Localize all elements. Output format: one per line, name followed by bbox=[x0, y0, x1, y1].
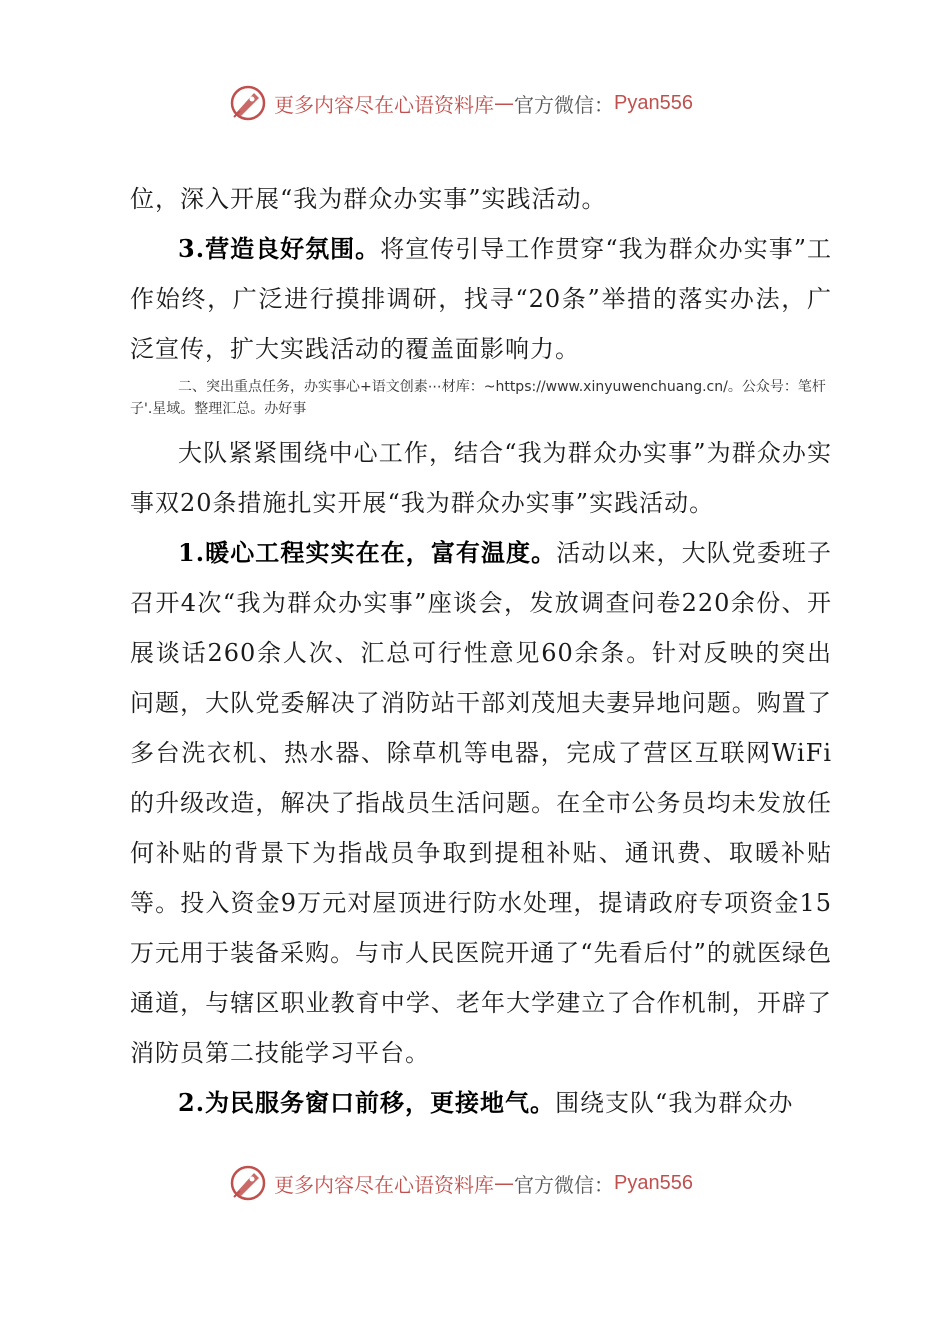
paragraph-2-text: 将宣传引导工作贯穿“我为群众办实事”工作始终，广泛进行摸排调研，找寻“20条”举措的落实办法，广泛宣传，扩大实践活动的覆盖面影响力。 bbox=[130, 235, 832, 363]
paragraph-1: 位，深入开展“我为群众办实事”实践活动。 bbox=[130, 185, 607, 213]
paragraph-2-heading: 3.营造良好氛围。 bbox=[178, 234, 381, 263]
paragraph-5-text: 围绕支队“我为群众办 bbox=[555, 1089, 794, 1117]
paragraph-5 bbox=[130, 1078, 832, 1128]
banner-site-name: 更多内容尽在心语资料库 bbox=[274, 1172, 494, 1197]
paragraph-3: 大队紧紧围绕中心工作，结合“我为群众办实事”为群众办实事双20条措施扎实开展“我为群众办实事”实践活动。 bbox=[130, 439, 832, 517]
section-heading-small: 二、突出重点任务，办实事心+语文创素⋯材库：~https://www.xinyuwenchuang.cn/。公众号：笔杆子'.星域。整理汇总。办好事 bbox=[130, 379, 826, 417]
document-body bbox=[130, 174, 832, 1128]
paragraph-5-heading: 2.为民服务窗口前移，更接地气。 bbox=[178, 1088, 556, 1117]
banner-wechat-id: Pyan556 bbox=[614, 91, 693, 114]
paragraph-4-heading: 1.暖心工程实实在在，富有温度。 bbox=[178, 538, 557, 567]
paragraph-2 bbox=[130, 224, 832, 374]
banner-wechat-label: 官方微信： bbox=[514, 1172, 614, 1197]
header-watermark-banner bbox=[228, 80, 693, 126]
banner-wechat-id: Pyan556 bbox=[614, 1171, 693, 1194]
pen-nib-logo-icon bbox=[228, 83, 268, 123]
paragraph-4 bbox=[130, 528, 832, 1078]
banner-dash: — bbox=[494, 1171, 514, 1195]
pen-nib-logo-icon bbox=[228, 1163, 268, 1203]
paragraph-4-text: 活动以来，大队党委班子召开4次“我为群众办实事”座谈会，发放调查问卷220余份、开展谈话260余人次、汇总可行性意见60余条。针对反映的突出问题，大队党委解决了消防站干部刘茂旭夫妻异地问题。购置了多台洗衣机、热水器、除草机等电器，完成了营区互联网WiFi的升级改造，解决了指战员生活问题。在全市公务员均未发放任何补贴的背景下为指战员争取到提租补贴、通讯费、取暖补贴等。投入资金9万元对屋顶进行防水处理，提请政府专项资金15万元用于装备采购。与市人民医院开通了“先看后付”的就医绿色通道，与辖区职业教育中学、老年大学建立了合作机制，开辟了消防员第二技能学习平台。 bbox=[130, 539, 832, 1067]
footer-watermark-banner bbox=[228, 1160, 693, 1206]
banner-site-name: 更多内容尽在心语资料库 bbox=[274, 92, 494, 117]
banner-dash: — bbox=[494, 91, 514, 115]
banner-wechat-label: 官方微信： bbox=[514, 92, 614, 117]
